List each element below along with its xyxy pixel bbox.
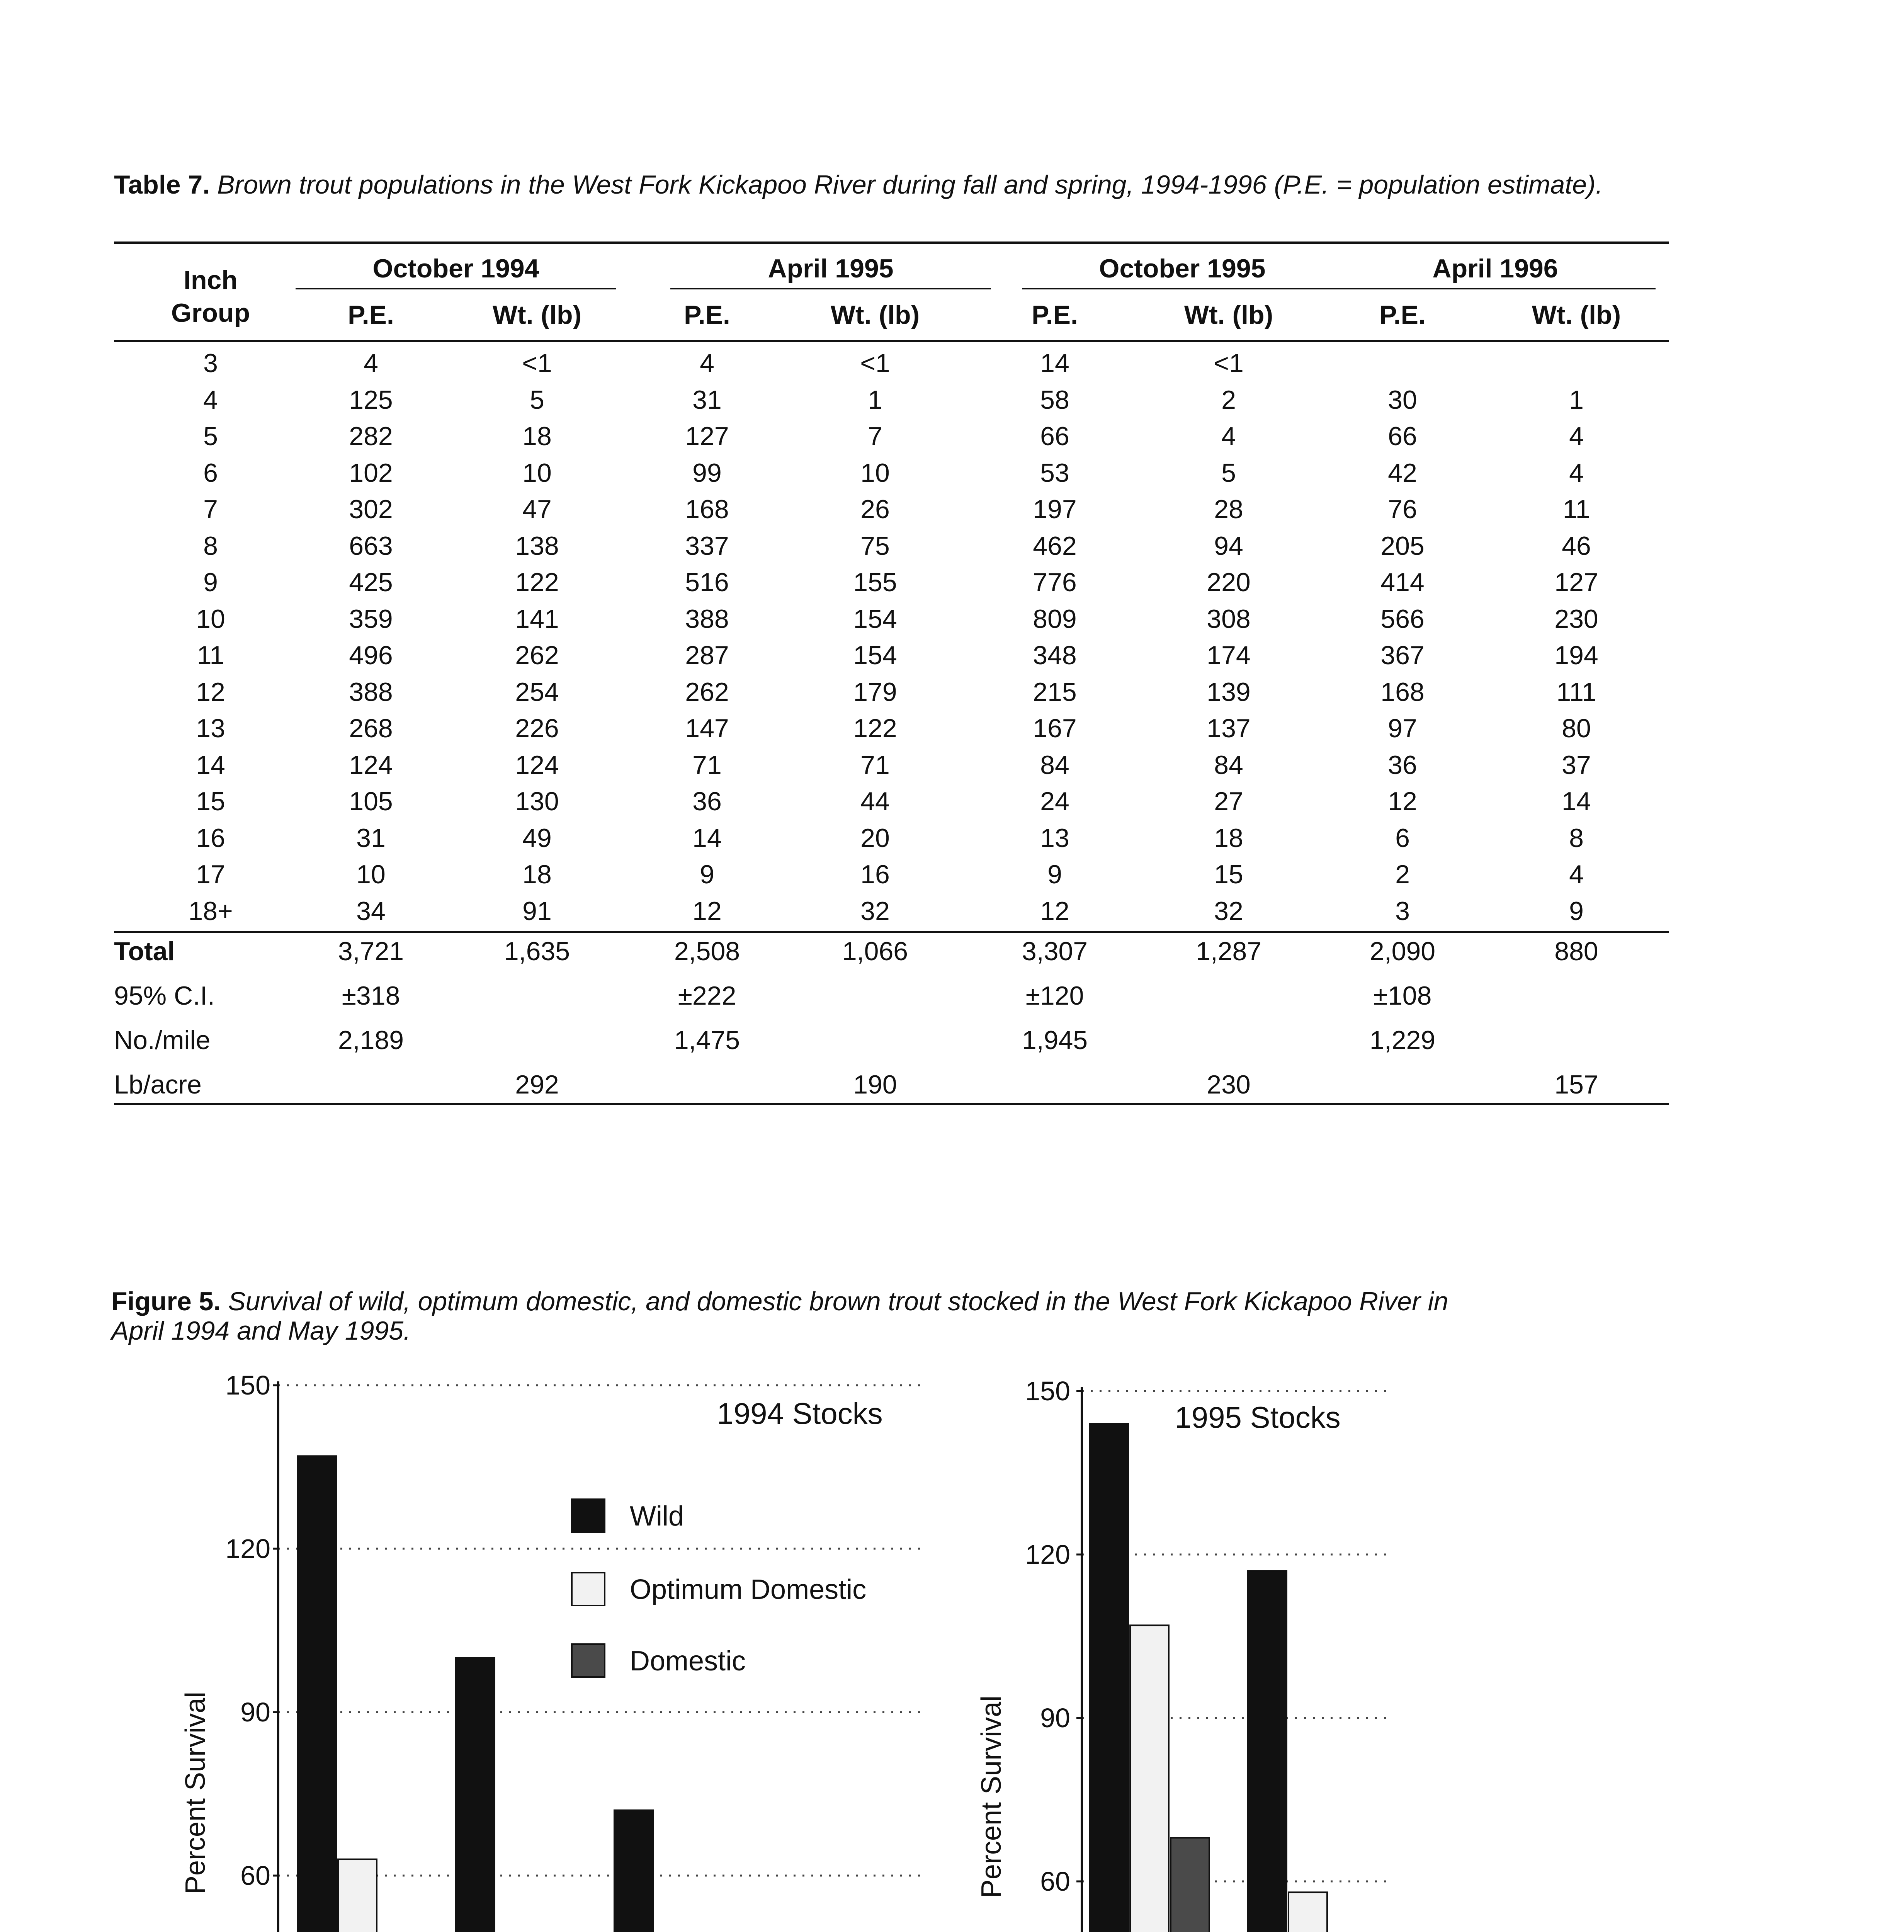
table-cell: 16 [860, 860, 890, 889]
chart-title: 1995 Stocks [1175, 1400, 1341, 1434]
table-cell: 496 [349, 641, 393, 670]
table-cell: 97 [1388, 714, 1417, 743]
table-cell: 13 [1040, 823, 1069, 853]
table-cell: 414 [1380, 568, 1425, 597]
table-cell: 31 [356, 823, 386, 853]
legend-label: Domestic [630, 1646, 746, 1677]
table-cell: 80 [1562, 714, 1591, 743]
summary-cell: 3,721 [338, 937, 404, 966]
table-cell: 663 [349, 531, 393, 561]
summary-cell: 2,090 [1369, 937, 1436, 966]
table-cell: 53 [1040, 458, 1069, 488]
table-cell: 32 [860, 896, 890, 926]
summary-cell: 1,287 [1195, 937, 1262, 966]
summary-label: Total [114, 937, 175, 966]
summary-cell: 1,635 [504, 937, 570, 966]
inch-group-cell: 5 [203, 422, 218, 451]
table-cell: 84 [1040, 750, 1069, 780]
table-cell: 20 [860, 823, 890, 853]
table-cell: 6 [1395, 823, 1410, 853]
y-tick-label: 60 [240, 1861, 270, 1891]
table-cell: 122 [515, 568, 559, 597]
table-cell: 18 [1214, 823, 1243, 853]
pe-header: P.E. [684, 300, 730, 330]
table-cell: 138 [515, 531, 559, 561]
bar-domestic [1171, 1838, 1209, 1932]
table-cell: 30 [1388, 385, 1417, 415]
summary-cell: 3,307 [1022, 937, 1088, 966]
table-cell: 359 [349, 604, 393, 634]
summary-cell: ±108 [1373, 981, 1432, 1010]
table-cell: 14 [1562, 787, 1591, 816]
table-cell: 34 [356, 896, 386, 926]
table-cell: 194 [1554, 641, 1598, 670]
table-cell: 76 [1388, 495, 1417, 524]
y-tick-label: 60 [1040, 1866, 1070, 1896]
table-cell: 27 [1214, 787, 1243, 816]
summary-cell: 157 [1554, 1070, 1598, 1099]
inch-group-cell: 3 [203, 349, 218, 378]
y-axis-label: Percent Survival [976, 1695, 1007, 1898]
table-cell: 111 [1556, 677, 1596, 707]
inch-group-cell: 4 [203, 385, 218, 415]
table-cell: 102 [349, 458, 393, 488]
table-cell: 348 [1033, 641, 1077, 670]
table-cell: 91 [522, 896, 552, 926]
legend-swatch [572, 1644, 605, 1677]
inch-group-cell: 6 [203, 458, 218, 488]
bar-wild [614, 1810, 653, 1932]
summary-cell: 1,229 [1369, 1026, 1436, 1055]
y-tick-label: 120 [225, 1534, 270, 1564]
inch-group-cell: 12 [196, 677, 225, 707]
y-tick-label: 150 [1025, 1376, 1070, 1406]
summary-cell: 1,066 [842, 937, 908, 966]
table-cell: 10 [522, 458, 552, 488]
summary-cell: 292 [515, 1070, 559, 1099]
table-cell: 220 [1207, 568, 1251, 597]
table-cell: 31 [692, 385, 722, 415]
table-cell: 215 [1033, 677, 1077, 707]
table-cell: 155 [853, 568, 897, 597]
table-cell: <1 [1214, 349, 1244, 378]
table-cell: 262 [515, 641, 559, 670]
table-cell: 4 [1569, 458, 1584, 488]
table-cell: 127 [1554, 568, 1598, 597]
table-cell: 18 [522, 422, 552, 451]
table-cell: 154 [853, 604, 897, 634]
table-cell: 49 [522, 823, 552, 853]
table-cell: 10 [356, 860, 386, 889]
table-cell: 197 [1033, 495, 1077, 524]
inch-group-cell: 15 [196, 787, 225, 816]
table-cell: 71 [860, 750, 890, 780]
inch-group-cell: 14 [196, 750, 225, 780]
bar-optimum-domestic [338, 1859, 377, 1932]
table-cell: 12 [1040, 896, 1069, 926]
table-cell: 179 [853, 677, 897, 707]
summary-cell: 190 [853, 1070, 897, 1099]
table-cell: 15 [1214, 860, 1243, 889]
table-cell: 44 [860, 787, 890, 816]
table-cell: 47 [522, 495, 552, 524]
table-cell: 388 [349, 677, 393, 707]
bar-wild [298, 1456, 336, 1932]
table-cell: 4 [700, 349, 714, 378]
inch-header: Inch [184, 265, 238, 295]
period-header: April 1995 [768, 254, 894, 283]
group-header: Group [171, 298, 250, 328]
table-cell: 71 [692, 750, 722, 780]
inch-group-cell: 9 [203, 568, 218, 597]
table-cell: 84 [1214, 750, 1243, 780]
table-cell: 26 [860, 495, 890, 524]
table-cell: 37 [1562, 750, 1591, 780]
table-cell: 9 [1569, 896, 1584, 926]
table-cell: 5 [1221, 458, 1236, 488]
wt-header: Wt. (lb) [1532, 300, 1621, 330]
bar-wild [1248, 1571, 1287, 1932]
table-cell: 3 [1395, 896, 1410, 926]
bar-optimum-domestic [1289, 1892, 1327, 1932]
pe-header: P.E. [1379, 300, 1426, 330]
table-cell: 9 [700, 860, 714, 889]
summary-cell: 230 [1207, 1070, 1251, 1099]
table-cell: 36 [1388, 750, 1417, 780]
table-cell: 124 [349, 750, 393, 780]
table-cell: 12 [692, 896, 722, 926]
legend-label: Optimum Domestic [630, 1574, 867, 1605]
bar-wild [456, 1658, 495, 1932]
table-cell: 168 [685, 495, 729, 524]
inch-group-cell: 10 [196, 604, 225, 634]
table-cell: 1 [1569, 385, 1584, 415]
table-cell: 154 [853, 641, 897, 670]
wt-header: Wt. (lb) [492, 300, 582, 330]
table-cell: 5 [530, 385, 544, 415]
table-cell: 1 [868, 385, 882, 415]
table-cell: <1 [860, 349, 890, 378]
table-cell: 425 [349, 568, 393, 597]
table-cell: 66 [1388, 422, 1417, 451]
summary-label: Lb/acre [114, 1070, 202, 1099]
table-cell: 12 [1388, 787, 1417, 816]
summary-label: No./mile [114, 1026, 211, 1055]
table-cell: 18 [522, 860, 552, 889]
summary-cell: 2,508 [674, 937, 740, 966]
table-cell: 58 [1040, 385, 1069, 415]
table-cell: 130 [515, 787, 559, 816]
table-cell: 776 [1033, 568, 1077, 597]
summary-cell: ±222 [678, 981, 736, 1010]
table-cell: 11 [1562, 495, 1590, 524]
y-tick-label: 90 [240, 1697, 270, 1727]
table-cell: 4 [1569, 422, 1584, 451]
table-cell: 105 [349, 787, 393, 816]
table-cell: 566 [1380, 604, 1425, 634]
table-cell: 516 [685, 568, 729, 597]
figure-label: Figure 5. [111, 1287, 221, 1316]
table-cell: 75 [860, 531, 890, 561]
inch-group-cell: 8 [203, 531, 218, 561]
table-cell: <1 [522, 349, 552, 378]
table-cell: 262 [685, 677, 729, 707]
period-header: April 1996 [1432, 254, 1558, 283]
table-cell: 10 [860, 458, 890, 488]
figure-caption-text: Survival of wild, optimum domestic, and domestic brown trout stocked in the West Fork Kickapoo River in April 1994 and May 1995. [111, 1287, 1448, 1345]
table-cell: 4 [1221, 422, 1236, 451]
table-cell: 287 [685, 641, 729, 670]
period-header: October 1995 [1099, 254, 1266, 283]
table-cell: 2 [1221, 385, 1236, 415]
y-tick-label: 90 [1040, 1703, 1070, 1733]
table-cell: 226 [515, 714, 559, 743]
inch-group-cell: 7 [203, 495, 218, 524]
pe-header: P.E. [1032, 300, 1078, 330]
table-label: Table 7. [114, 170, 210, 199]
legend-label: Wild [630, 1501, 684, 1532]
summary-cell: 1,475 [674, 1026, 740, 1055]
table-cell: 14 [1040, 349, 1069, 378]
table-cell: 94 [1214, 531, 1243, 561]
wt-header: Wt. (lb) [1184, 300, 1273, 330]
table-cell: 205 [1380, 531, 1425, 561]
pe-header: P.E. [348, 300, 394, 330]
table-cell: 147 [685, 714, 729, 743]
bar-wild [1090, 1424, 1128, 1932]
table-cell: 36 [692, 787, 722, 816]
table-cell: 254 [515, 677, 559, 707]
table-cell: 809 [1033, 604, 1077, 634]
table-cell: 4 [364, 349, 378, 378]
summary-cell: 880 [1554, 937, 1598, 966]
summary-cell: ±120 [1025, 981, 1084, 1010]
y-axis-label: Percent Survival [180, 1691, 211, 1895]
table-cell: 268 [349, 714, 393, 743]
y-tick-label: 120 [1025, 1539, 1070, 1570]
summary-cell: 1,945 [1022, 1026, 1088, 1055]
table-cell: 137 [1207, 714, 1251, 743]
y-tick-label: 150 [225, 1370, 270, 1400]
table-cell: 302 [349, 495, 393, 524]
table-cell: 99 [692, 458, 722, 488]
summary-cell: 2,189 [338, 1026, 404, 1055]
table-cell: 388 [685, 604, 729, 634]
table-cell: 7 [868, 422, 882, 451]
table-cell: 141 [515, 604, 559, 634]
table-cell: 127 [685, 422, 729, 451]
table-cell: 46 [1562, 531, 1591, 561]
table-cell: 230 [1554, 604, 1598, 634]
inch-group-cell: 13 [196, 714, 225, 743]
table-cell: 66 [1040, 422, 1069, 451]
table-cell: 282 [349, 422, 393, 451]
table-cell: 167 [1033, 714, 1077, 743]
table-cell: 174 [1207, 641, 1251, 670]
table-cell: 2 [1395, 860, 1410, 889]
table-cell: 124 [515, 750, 559, 780]
chart-title: 1994 Stocks [717, 1396, 883, 1430]
summary-label: 95% C.I. [114, 981, 215, 1010]
table-cell: 367 [1380, 641, 1425, 670]
table-cell: 32 [1214, 896, 1243, 926]
table-cell: 139 [1207, 677, 1251, 707]
legend-swatch [572, 1573, 605, 1605]
table-cell: 462 [1033, 531, 1077, 561]
table-cell: 308 [1207, 604, 1251, 634]
table-cell: 8 [1569, 823, 1584, 853]
table-cell: 24 [1040, 787, 1069, 816]
table-cell: 125 [349, 385, 393, 415]
inch-group-cell: 18+ [188, 896, 233, 926]
table-cell: 42 [1388, 458, 1417, 488]
summary-cell: ±318 [342, 981, 400, 1010]
table-caption-text: Brown trout populations in the West Fork Kickapoo River during fall and spring, 1994-1996 (P.E. = population estimate). [217, 170, 1603, 199]
table-cell: 4 [1569, 860, 1584, 889]
inch-group-cell: 11 [197, 641, 224, 670]
table-cell: 168 [1380, 677, 1425, 707]
legend-swatch [572, 1499, 605, 1532]
inch-group-cell: 16 [196, 823, 225, 853]
table-cell: 9 [1047, 860, 1062, 889]
table-cell: 14 [692, 823, 722, 853]
table-cell: 28 [1214, 495, 1243, 524]
inch-group-cell: 17 [196, 860, 225, 889]
wt-header: Wt. (lb) [830, 300, 920, 330]
period-header: October 1994 [372, 254, 539, 283]
table-cell: 122 [853, 714, 897, 743]
table-cell: 337 [685, 531, 729, 561]
bar-optimum-domestic [1130, 1625, 1169, 1932]
